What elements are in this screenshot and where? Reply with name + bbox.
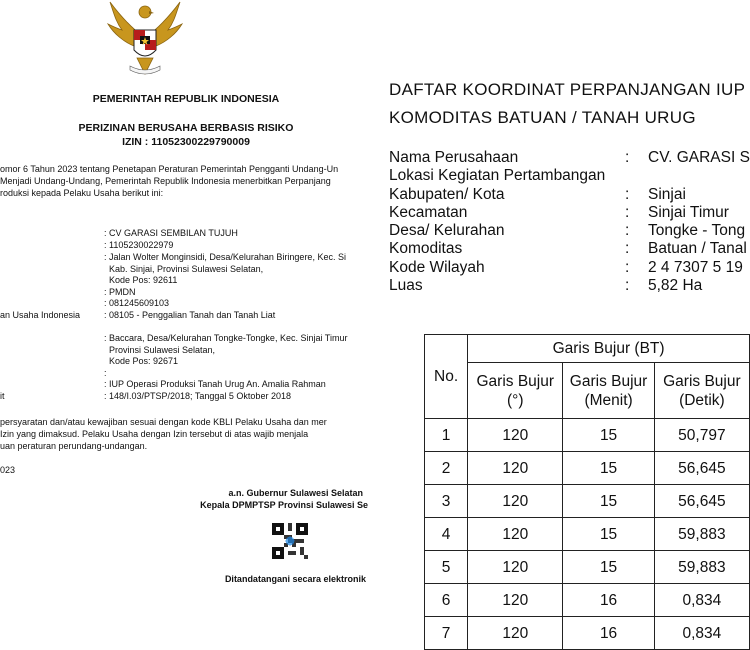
izin-document: [0, 0, 372, 650]
reference-value: : 148/I.03/PTSP/2018; Tanggal 5 Oktober 2018: [104, 391, 291, 401]
info-colon: :: [625, 204, 630, 221]
info-label: Kode Wilayah: [389, 259, 485, 276]
row-number: 4: [425, 518, 468, 551]
minute-cell: 16: [563, 617, 654, 650]
company-name: CV. GARASI S: [648, 149, 750, 166]
phone-value: : 081245609103: [104, 298, 170, 308]
permit-title: PERIZINAN BERUSAHA BERBASIS RISIKO: [78, 122, 294, 134]
district-value: Sinjai Timur: [648, 204, 729, 221]
info-label: Nama Perusahaan: [389, 149, 519, 166]
table-row: [425, 518, 750, 551]
empty-field-value: :: [104, 368, 107, 378]
garuda-emblem-icon: [104, 0, 186, 80]
degree-cell: 120: [468, 485, 563, 518]
reference-label: it: [0, 391, 5, 401]
table-row: [425, 617, 750, 650]
nib-value: : 1105230022979: [104, 240, 174, 250]
status-value: : PMDN: [104, 287, 136, 297]
intro-line: Menjadi Undang-Undang, Pemerintah Republik Indonesia menerbitkan Perpanjang: [0, 176, 331, 186]
izin-number: IZIN : 11052300229790009: [122, 136, 250, 148]
info-label: Desa/ Kelurahan: [389, 222, 505, 239]
coordinate-table: [424, 334, 750, 650]
kbli-label: an Usaha Indonesia: [0, 310, 81, 320]
qr-code-icon: [272, 523, 308, 559]
degree-cell: 120: [468, 551, 563, 584]
kbli-value: : 08105 - Penggalian Tanah dan Tanah Liat: [104, 310, 276, 320]
row-number: 3: [425, 485, 468, 518]
area-value: 5,82 Ha: [648, 277, 703, 294]
second-cell: 56,645: [654, 452, 749, 485]
minute-cell: 15: [563, 452, 654, 485]
table-row: [425, 485, 750, 518]
row-number: 2: [425, 452, 468, 485]
info-label: Luas: [389, 277, 423, 294]
signatory-office: Kepala DPMPTSP Provinsi Sulawesi Se: [200, 500, 368, 510]
degree-cell: 120: [468, 452, 563, 485]
info-colon: :: [625, 277, 630, 294]
closing-line: Izin yang dimaksud. Pelaku Usaha dengan Izin tersebut di atas wajib menjala: [0, 429, 309, 439]
no-column-header: No.: [425, 335, 468, 419]
coordinate-list-title: DAFTAR KOORDINAT PERPANJANGAN IUP: [389, 80, 746, 99]
second-cell: 0,834: [654, 584, 749, 617]
address-value: : Jalan Wolter Monginsidi, Desa/Kelurahan Biringere, Kec. Si Kab. Sinjai, Provinsi Sulawesi Selatan, Kode Pos: 92611: [104, 252, 346, 285]
info-colon: :: [625, 240, 630, 257]
degree-cell: 120: [468, 584, 563, 617]
row-number: 1: [425, 419, 468, 452]
government-title: PEMERINTAH REPUBLIK INDONESIA: [92, 93, 280, 105]
minute-cell: 15: [563, 419, 654, 452]
date-fragment: 023: [0, 465, 16, 475]
table-row: [425, 419, 750, 452]
info-colon: :: [625, 149, 630, 166]
region-code-value: 2 4 7307 5 19: [648, 259, 743, 276]
closing-line: uan peraturan perundang-undangan.: [0, 441, 148, 451]
second-cell: 56,645: [654, 485, 749, 518]
second-cell: 50,797: [654, 419, 749, 452]
regency-value: Sinjai: [648, 186, 686, 203]
minute-cell: 15: [563, 551, 654, 584]
row-number: 6: [425, 584, 468, 617]
second-column-header: Garis Bujur (Detik): [654, 363, 749, 419]
commodity-title: KOMODITAS BATUAN / TANAH URUG: [389, 108, 696, 127]
company-name-value: : CV GARASI SEMBILAN TUJUH: [104, 228, 238, 238]
degree-cell: 120: [468, 617, 563, 650]
second-cell: 0,834: [654, 617, 749, 650]
minute-cell: 15: [563, 485, 654, 518]
info-colon: :: [625, 259, 630, 276]
info-label: Kecamatan: [389, 204, 468, 221]
coordinate-document: [372, 0, 750, 650]
e-signature-note: Ditandatangani secara elektronik: [224, 574, 366, 584]
degree-cell: 120: [468, 518, 563, 551]
table-row: [425, 452, 750, 485]
permit-type-value: : IUP Operasi Produksi Tanah Urug An. Amalia Rahman: [104, 379, 326, 389]
commodity-value: Batuan / Tanal: [648, 240, 747, 257]
row-number: 7: [425, 617, 468, 650]
info-colon: :: [625, 222, 630, 239]
info-label: Komoditas: [389, 240, 463, 257]
table-row: [425, 584, 750, 617]
location-value: : Baccara, Desa/Kelurahan Tongke-Tongke, Kec. Sinjai Timur Provinsi Sulawesi Selatan, Kode Pos: 92671: [104, 333, 348, 366]
intro-line: omor 6 Tahun 2023 tentang Penetapan Peraturan Pemerintah Pengganti Undang-Un: [0, 164, 339, 174]
info-colon: :: [625, 186, 630, 203]
closing-line: persyaratan dan/atau kewajiban sesuai dengan kode KBLI Pelaku Usaha dan mer: [0, 417, 327, 427]
row-number: 5: [425, 551, 468, 584]
second-cell: 59,883: [654, 518, 749, 551]
second-cell: 59,883: [654, 551, 749, 584]
village-value: Tongke - Tong: [648, 222, 746, 239]
minute-cell: 15: [563, 518, 654, 551]
info-label: Kabupaten/ Kota: [389, 186, 505, 203]
info-label: Lokasi Kegiatan Pertambangan: [389, 167, 606, 184]
longitude-group-header: Garis Bujur (BT): [468, 335, 750, 363]
minute-cell: 16: [563, 584, 654, 617]
table-row: [425, 551, 750, 584]
intro-line: roduksi kepada Pelaku Usaha berikut ini:: [0, 188, 164, 198]
degree-column-header: Garis Bujur (°): [468, 363, 563, 419]
signatory-line: a.n. Gubernur Sulawesi Selatan: [228, 488, 363, 498]
minute-column-header: Garis Bujur (Menit): [563, 363, 654, 419]
degree-cell: 120: [468, 419, 563, 452]
